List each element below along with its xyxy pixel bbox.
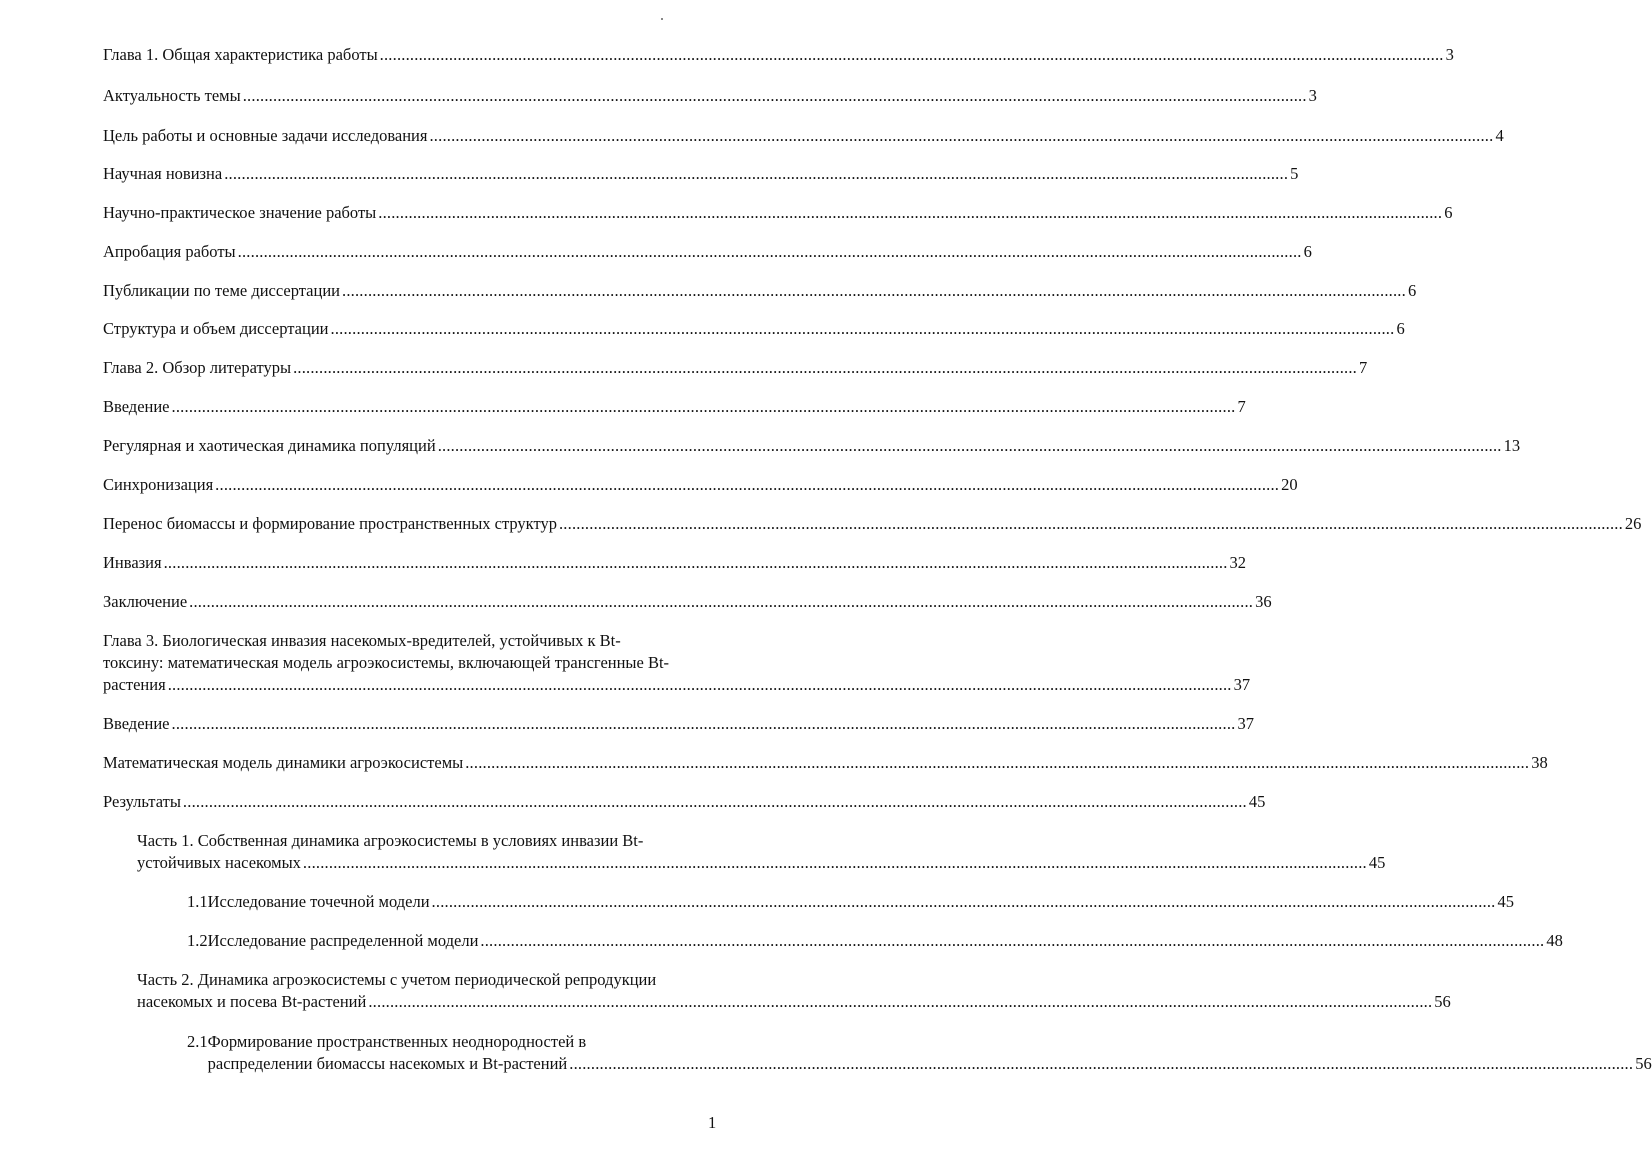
dot-leader [243, 85, 1307, 107]
toc-entry-chapter-1[interactable] [103, 44, 1454, 66]
toc-entry-title: Инвазия [103, 553, 162, 572]
toc-entry-page: 3 [1308, 86, 1317, 105]
toc-entry-page: 45 [1368, 853, 1386, 872]
toc-entry-invasion[interactable] [103, 552, 1247, 574]
toc-entry-biomass-transfer[interactable] [103, 513, 1642, 535]
toc-entry-page: 20 [1281, 475, 1298, 494]
toc-entry-page: 6 [1396, 319, 1405, 338]
page-number: 1 [708, 1113, 717, 1132]
toc-entry-page: 7 [1359, 358, 1368, 377]
dot-leader [342, 280, 1406, 302]
toc-entry-math-model[interactable] [103, 752, 1548, 774]
toc-entry-2-1[interactable] [187, 1031, 1652, 1075]
toc-entry-conclusion[interactable] [103, 591, 1272, 613]
toc-entry-practical-value[interactable] [103, 202, 1453, 224]
toc-entry-page: 37 [1237, 714, 1254, 733]
toc-entry-chapter-2[interactable] [103, 357, 1368, 379]
toc-entry-page: 6 [1444, 203, 1453, 222]
dot-leader [303, 852, 1367, 874]
toc-entry-title: Синхронизация [103, 475, 214, 494]
toc-entry-title-line: распределении биомассы насекомых и Bt-растений [207, 1054, 568, 1073]
toc-entry-title: Публикации по теме диссертации [103, 281, 340, 300]
section-number: 1.2 [187, 931, 208, 950]
toc-entry-title: Глава 1. Общая характеристика работы [103, 45, 378, 64]
dot-leader [293, 357, 1357, 379]
toc-entry-page: 3 [1445, 45, 1454, 64]
section-number: 2.1 [187, 1032, 208, 1051]
toc-entry-title: Математическая модель динамики агроэкосистемы [103, 753, 464, 772]
toc-entry-part-2[interactable] [137, 969, 1451, 1013]
toc-entry-title-line: растения [103, 675, 166, 694]
toc-entry-page: 38 [1531, 753, 1548, 772]
toc-entry-novelty[interactable] [103, 163, 1299, 185]
toc-entry-approbation[interactable] [103, 241, 1312, 263]
dot-leader [183, 791, 1247, 813]
toc-entry-page: 7 [1237, 397, 1246, 416]
dot-leader [569, 1053, 1633, 1075]
toc-entry-page: 32 [1229, 553, 1247, 572]
dot-leader [238, 241, 1302, 263]
toc-entry-title: Введение [103, 397, 170, 416]
toc-entry-title: Апробация работы [103, 242, 236, 261]
toc-entry-title: Перенос биомассы и формирование пространственных структур [103, 514, 557, 533]
toc-entry-title: Результаты [103, 792, 181, 811]
toc-entry-title: Введение [103, 714, 170, 733]
toc-entry-title-line: насекомых и посева Bt-растений [137, 992, 367, 1011]
dot-leader [164, 552, 1228, 574]
toc-entry-page: 45 [1497, 892, 1514, 911]
scan-speck [661, 18, 663, 20]
toc-entry-results[interactable] [103, 791, 1266, 813]
section-number: 1.1 [187, 892, 208, 911]
toc-entry-page: 5 [1290, 164, 1299, 183]
toc-entry-title: Структура и объем диссертации [103, 319, 329, 338]
dot-leader [432, 891, 1496, 913]
toc-entry-population-dynamics[interactable] [103, 435, 1521, 457]
dot-leader [224, 163, 1288, 185]
toc-entry-page: 4 [1495, 126, 1504, 145]
toc-entry-title: Научная новизна [103, 164, 223, 183]
toc-entry-title-line: Формирование пространственных неоднородностей в [207, 1032, 587, 1051]
toc-entry-publications[interactable] [103, 280, 1417, 302]
toc-entry-introduction-ch2[interactable] [103, 396, 1246, 418]
toc-entry-page: 6 [1303, 242, 1312, 261]
dot-leader [215, 474, 1279, 496]
toc-entry-title-line: токсину: математическая модель агроэкосистемы, включающей трансгенные Bt- [103, 653, 670, 672]
dot-leader [380, 44, 1444, 66]
toc-entry-page: 13 [1503, 436, 1521, 455]
toc-entry-title: Исследование точечной модели [207, 892, 430, 911]
dot-leader [378, 202, 1442, 224]
toc-entry-page: 48 [1546, 931, 1563, 950]
toc-entry-title: Актуальность темы [103, 86, 241, 105]
toc-entry-introduction-ch3[interactable] [103, 713, 1254, 735]
toc-entry-structure[interactable] [103, 318, 1405, 340]
toc-entry-page: 56 [1434, 992, 1451, 1011]
toc-entry-goals[interactable] [103, 125, 1504, 147]
toc-entry-page: 36 [1255, 592, 1272, 611]
dot-leader [438, 435, 1502, 457]
toc-entry-page: 56 [1635, 1054, 1652, 1073]
toc-entry-title: Научно-практическое значение работы [103, 203, 377, 222]
toc-entry-chapter-3[interactable] [103, 630, 1251, 696]
dot-leader [189, 591, 1253, 613]
toc-entry-1-2[interactable] [187, 930, 1563, 952]
toc-entry-page: 26 [1624, 514, 1642, 533]
dot-leader [168, 674, 1232, 696]
toc-entry-title-line: устойчивых насекомых [137, 853, 301, 872]
dot-leader [368, 991, 1432, 1013]
toc-entry-relevance[interactable] [103, 85, 1317, 107]
toc-entry-page: 6 [1407, 281, 1417, 300]
toc-entry-title: Регулярная и хаотическая динамика популяций [103, 436, 436, 455]
toc-entry-synchronization[interactable] [103, 474, 1298, 496]
toc-entry-title: Цель работы и основные задачи исследования [103, 126, 428, 145]
toc-entry-page: 45 [1248, 792, 1266, 811]
dot-leader [480, 930, 1544, 952]
toc-entry-title: Глава 2. Обзор литературы [103, 358, 292, 377]
toc-entry-title: Исследование распределенной модели [207, 931, 479, 950]
toc-entry-title-line: Часть 1. Собственная динамика агроэкосистемы в условиях инвазии Bt- [137, 831, 644, 850]
dot-leader [172, 713, 1236, 735]
toc-entry-title-line: Часть 2. Динамика агроэкосистемы с учетом периодической репродукции [137, 970, 657, 989]
dot-leader [559, 513, 1623, 535]
toc-entry-page: 37 [1233, 675, 1251, 694]
dot-leader [465, 752, 1529, 774]
toc-entry-1-1[interactable] [187, 891, 1514, 913]
toc-entry-title: Заключение [103, 592, 188, 611]
toc-entry-title-line: Глава 3. Биологическая инвазия насекомых-вредителей, устойчивых к Bt- [103, 631, 621, 650]
dot-leader [172, 396, 1236, 418]
dot-leader [429, 125, 1493, 147]
dot-leader [331, 318, 1395, 340]
toc-entry-part-1[interactable] [137, 830, 1386, 874]
